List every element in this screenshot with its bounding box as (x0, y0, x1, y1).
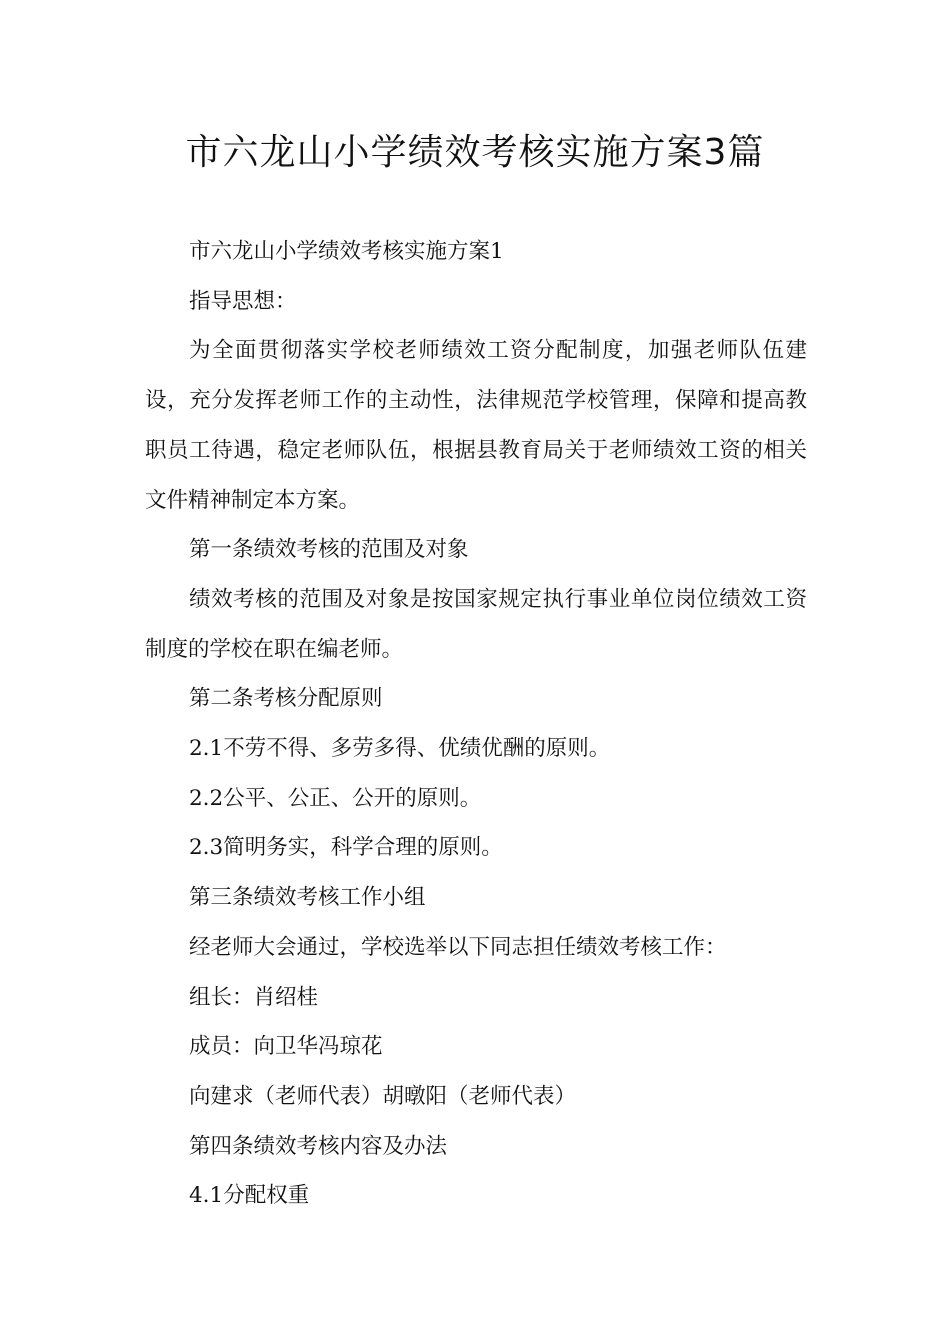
paragraph-team-members: 成员：向卫华冯琼花 (189, 1034, 383, 1060)
paragraph-principle-2-2: 2.2公平、公正、公开的原则。 (189, 785, 482, 811)
paragraph-article-3-heading: 第三条绩效考核工作小组 (189, 885, 426, 911)
paragraph-principle-2-1: 2.1不劳不得、多劳多得、优绩优酬的原则。 (189, 736, 611, 762)
document-title: 市六龙山小学绩效考核实施方案3篇 (185, 132, 765, 173)
paragraph-article-1-text: 绩效考核的范围及对象是按国家规定执行事业单位岗位绩效工资制度的学校在职在编老师。 (145, 586, 807, 662)
paragraph-principle-2-3: 2.3简明务实，科学合理的原则。 (189, 835, 503, 861)
paragraph-section-4-1: 4.1分配权重 (189, 1183, 310, 1209)
paragraph-guiding-ideology-heading: 指导思想： (189, 288, 297, 314)
paragraph-article-1-heading: 第一条绩效考核的范围及对象 (189, 537, 469, 563)
paragraph-article-2-heading: 第二条考核分配原则 (189, 686, 383, 712)
paragraph-article-4-heading: 第四条绩效考核内容及办法 (189, 1133, 448, 1159)
paragraph-team-representatives: 向建求（老师代表）胡暾阳（老师代表） (189, 1083, 577, 1109)
paragraph-team-leader: 组长：肖绍桂 (189, 984, 319, 1010)
document-body (145, 227, 807, 1221)
paragraph-guiding-ideology-text: 为全面贯彻落实学校老师绩效工资分配制度，加强老师队伍建设，充分发挥老师工作的主动性，法律规范学校管理，保障和提高教职员工待遇，稳定老师队伍，根据县教育局关于老师绩效工资的相关文件精神制定本方案。 (145, 338, 807, 513)
paragraph-plan-subtitle: 市六龙山小学绩效考核实施方案1 (189, 239, 504, 264)
paragraph-article-3-text: 经老师大会通过，学校选举以下同志担任绩效考核工作： (189, 934, 727, 960)
